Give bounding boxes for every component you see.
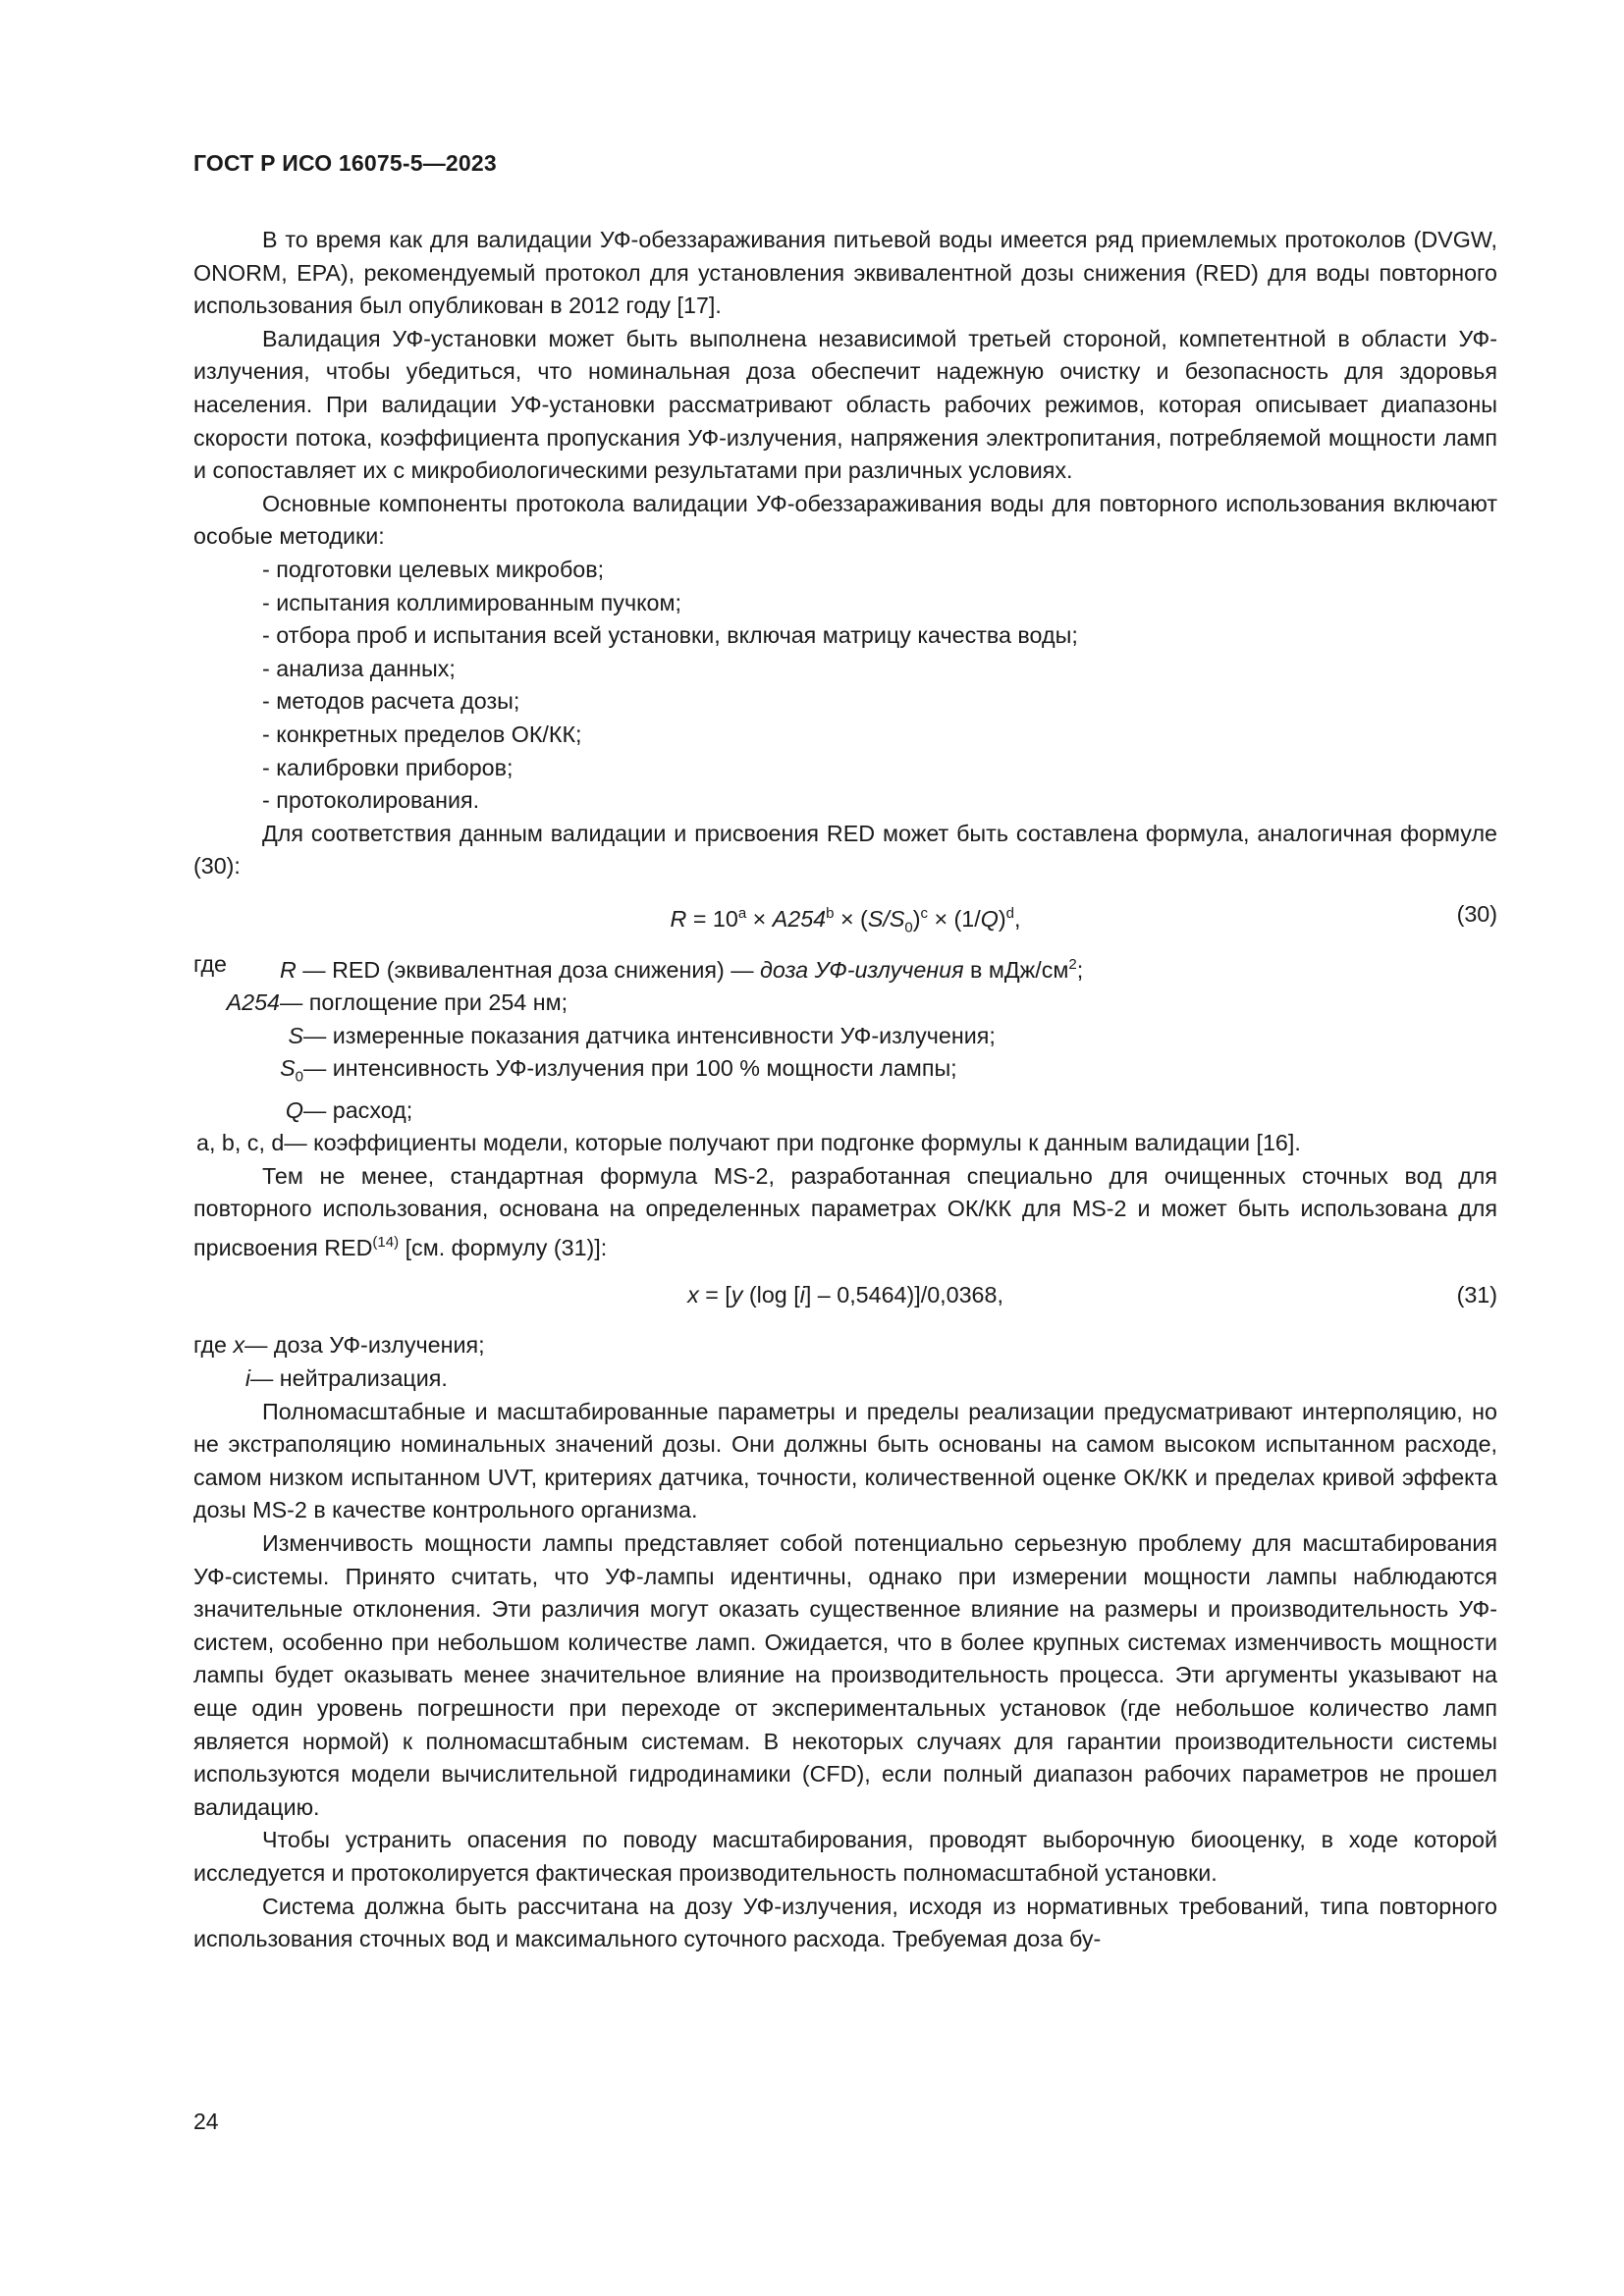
list-item: - подготовки целевых микробов; xyxy=(262,556,605,582)
definition-abcd: a, b, c, d — коэффициенты модели, которые получают при подгонке формулы к данным валидации [16]. xyxy=(196,1130,1301,1156)
paragraph-system-dose: Система должна быть рассчитана на дозу УФ-излучения, исходя из нормативных требований, типа повторного использования сточных вод и максимального суточного расхода. Требуемая доза бу- xyxy=(193,1893,1497,1952)
paragraph-ms2: Тем не менее, стандартная формула MS-2, разработанная специально для очищенных сточных вод для повторного использования, основана на определенных параметрах ОК/КК для MS-2 и может быть использована для присвоения RED$^{(14)}$ [см. формулу (31)]: xyxy=(193,1162,1497,1260)
paragraph-validation: Валидация УФ-установки может быть выполнена независимой третьей стороной, компетентной в области УФ-излучения, чтобы убедиться, что номинальная доза обеспечит надежную очистку и безопасность для здоровья населения. При валидации УФ-установки рассматривают область рабочих режимов, которая описывает диапазоны скорости потока, коэффициента пропускания УФ-излучения, напряжения электропитания, потребляемой мощности ламп и сопоставляет их с микробиологическими результатами при различных условиях. xyxy=(193,325,1497,484)
list-item: - анализа данных; xyxy=(262,655,456,681)
definition-s0: $S_0$ — интенсивность УФ-излучения при 100 % мощности лампы; xyxy=(280,1055,957,1087)
page-number: 24 xyxy=(193,2109,219,2134)
list-item: - методов расчета дозы; xyxy=(262,688,520,715)
list-item: - испытания коллимированным пучком; xyxy=(262,589,681,615)
paragraph-bioassay: Чтобы устранить опасения по поводу масштабирования, проводят выборочную биооценку, в ходе которой исследуется и протоколируется фактическая производительность полномасштабной установки. xyxy=(193,1827,1497,1886)
document-body xyxy=(193,224,1497,1956)
formula-31-expression: x = [y (log [i] – 0,5464)]/0,0368, xyxy=(687,1282,1003,1308)
definition-q: Q — расход; xyxy=(285,1096,413,1123)
definition-s: S — измеренные показания датчика интенсивности УФ-излучения; xyxy=(288,1022,996,1048)
list-item: - калибровки приборов; xyxy=(262,754,514,780)
formula-30-expression: $R = 10^a \times A254^b \times (S/S_0)^c \times (1/Q)^d$, xyxy=(670,904,1021,936)
formula-31 xyxy=(193,1270,1497,1319)
list-item: - отбора проб и испытания всей установки, включая матрицу качества воды; xyxy=(262,622,1078,649)
formula-30-number: (30) xyxy=(1456,900,1497,927)
formula-31-number: (31) xyxy=(1456,1282,1497,1308)
paragraph-components: Основные компоненты протокола валидации УФ-обеззараживания воды для повторного использования включают особые методики: xyxy=(193,490,1497,550)
definition-x: где x — доза УФ-излучения; xyxy=(193,1332,485,1359)
formula-30 xyxy=(193,889,1497,938)
formula-31-definitions xyxy=(193,1329,1497,1395)
paragraph-formula-intro: Для соответствия данным валидации и присвоения RED может быть составлена формула, аналогичная формуле (30): xyxy=(193,820,1497,880)
definition-r: где R — RED (эквивалентная доза снижения) — доза УФ-излучения в мДж/$см^2$; xyxy=(193,950,1084,983)
definition-i: i — нейтрализация. xyxy=(244,1365,448,1391)
methods-list xyxy=(193,554,1497,818)
definition-a254: A254 — поглощение при 254 нм; xyxy=(226,989,568,1016)
list-item: - протоколирования. xyxy=(262,787,480,814)
paragraph-lamp-variability: Изменчивость мощности лампы представляет собой потенциально серьезную проблему для масштабирования УФ-системы. Принято считать, что УФ-лампы идентичны, однако при измерении мощности лампы наблюдаются значительные отклонения. Эти различия могут оказать существенное влияние на размеры и производительность УФ-систем, особенно при небольшом количестве ламп. Ожидается, что в более крупных системах изменчивость мощности лампы будет оказывать менее значительное влияние на производительность процесса. Эти аргументы указывают на еще один уровень погрешности при переходе от экспериментальных установок (где небольшое количество ламп является нормой) к полномасштабным системам. В некоторых случаях для гарантии производительности системы используются модели вычислительной гидродинамики (CFD), если полный диапазон рабочих параметров не прошел валидацию. xyxy=(193,1529,1497,1820)
paragraph-scaling-params: Полномасштабные и масштабированные параметры и пределы реализации предусматривают интерполяцию, но не экстраполяцию номинальных значений дозы. Они должны быть основаны на самом высоком испытанном расходе, самом низком испытанном UVT, критериях датчика, точности, количественной оценке ОК/КК и пределах кривой эффекта дозы MS-2 в качестве контрольного организма. xyxy=(193,1398,1497,1523)
list-item: - конкретных пределов ОК/КК; xyxy=(262,721,582,747)
document-header: ГОСТ Р ИСО 16075-5—2023 xyxy=(193,150,497,176)
formula-30-definitions xyxy=(193,948,1497,1160)
paragraph-intro: В то время как для валидации УФ-обеззараживания питьевой воды имеется ряд приемлемых протоколов (DVGW, ONORM, EPA), рекомендуемый протокол для установления эквивалентной дозы снижения (RED) для воды повторного использования был опубликован в 2012 году [17]. xyxy=(193,227,1497,319)
